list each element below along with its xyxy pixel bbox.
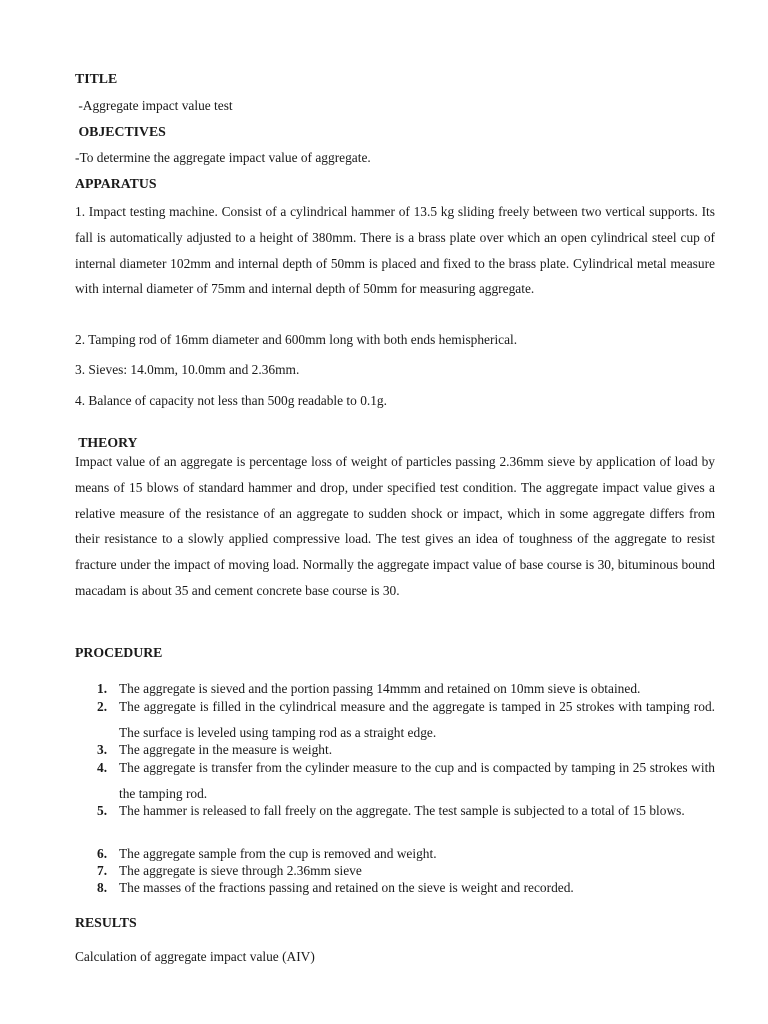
apparatus-item-3: 3. Sieves: 14.0mm, 10.0mm and 2.36mm. (75, 362, 300, 377)
step-number: 2. (97, 699, 108, 714)
objectives-text: -To determine the aggregate impact value of aggregate. (75, 150, 371, 165)
step-number: 8. (97, 880, 108, 895)
step-text: The aggregate in the measure is weight. (119, 742, 333, 757)
apparatus-heading: APPARATUS (75, 176, 157, 191)
apparatus-item-2: 2. Tamping rod of 16mm diameter and 600mm long with both ends hemispherical. (75, 332, 518, 347)
results-heading: RESULTS (75, 915, 137, 930)
step-text: The aggregate sample from the cup is removed and weight. (119, 846, 437, 861)
theory-text: Impact value of an aggregate is percentage loss of weight of particles passing 2.36mm sieve by application of load by means of 15 blows of standard hammer and drop, under specified test condition. The aggregate impact value gives a relative measure of the resistance of an aggregate to sudden shock or impact, which in some aggregate differs from their resistance to a slowly applied compressive load. The test gives an idea of toughness of the aggregate to resist fracture under the impact of moving load. Normally the aggregate impact value of base course is 30, bituminous bound macadam is about 35 and cement concrete base course is 30. (75, 454, 715, 598)
step-number: 6. (97, 846, 108, 861)
step-number: 3. (97, 742, 108, 757)
step-number: 4. (97, 760, 108, 775)
apparatus-item-4: 4. Balance of capacity not less than 500g readable to 0.1g. (75, 393, 387, 408)
step-text: The hammer is released to fall freely on the aggregate. The test sample is subjected to a total of 15 blows. (119, 803, 685, 818)
list-item (75, 798, 715, 824)
step-text: The aggregate is filled in the cylindrical measure and the aggregate is tamped in 25 strokes with tamping rod. The surface is leveled using tamping rod as a straight edge. (119, 699, 715, 740)
apparatus-item-1: 1. Impact testing machine. Consist of a cylindrical hammer of 13.5 kg sliding freely between two vertical supports. Its fall is automatically adjusted to a height of 380mm. There is a brass plate over which an open cylindrical steel cup of internal diameter 102mm and internal depth of 50mm is placed and fixed to the brass plate. Cylindrical metal measure with internal diameter of 75mm and internal depth of 50mm for measuring aggregate. (75, 204, 715, 297)
list-item (75, 694, 715, 746)
results-text: Calculation of aggregate impact value (AIV) (75, 949, 315, 964)
theory-heading: THEORY (75, 435, 138, 450)
title-heading: TITLE (75, 71, 118, 86)
list-item (75, 879, 715, 897)
step-text: The aggregate is sieve through 2.36mm sieve (119, 863, 362, 878)
list-item (75, 845, 715, 863)
step-number: 7. (97, 863, 108, 878)
objectives-heading: OBJECTIVES (75, 124, 166, 139)
step-text: The aggregate is sieved and the portion passing 14mmm and retained on 10mm sieve is obtained. (119, 681, 641, 696)
step-number: 5. (97, 803, 108, 818)
procedure-heading: PROCEDURE (75, 645, 163, 660)
step-number: 1. (97, 681, 108, 696)
title-text: -Aggregate impact value test (75, 98, 233, 113)
step-text: The masses of the fractions passing and retained on the sieve is weight and recorded. (119, 880, 574, 895)
step-text: The aggregate is transfer from the cylinder measure to the cup and is compacted by tamping in 25 strokes with the tamping rod. (119, 760, 715, 801)
list-item (75, 862, 715, 880)
